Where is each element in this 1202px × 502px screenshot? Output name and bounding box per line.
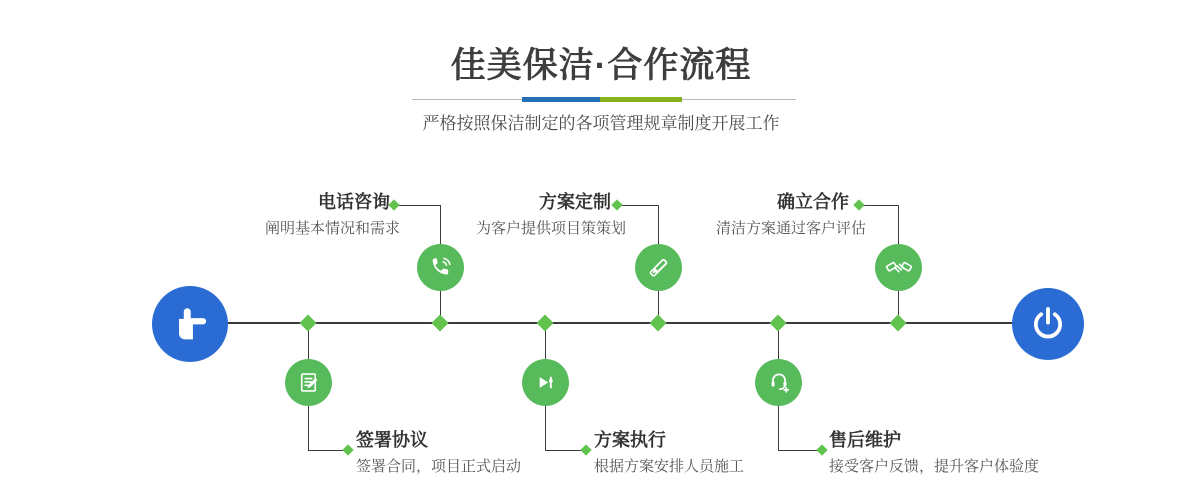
step-node-aftersale: [755, 359, 802, 406]
step-label-aftersale: [829, 429, 1039, 476]
step-desc: 签署合同，项目正式启动: [356, 458, 522, 475]
timeline-diamond: [890, 315, 907, 332]
step-title: 方案执行: [594, 430, 666, 450]
step-title: 签署协议: [356, 430, 428, 450]
step-node-contract: [285, 359, 332, 406]
timeline-diamond: [650, 315, 667, 332]
play-execute-icon: [532, 369, 559, 396]
step-label-phone: [265, 191, 400, 238]
step-label-cooperation: [716, 191, 866, 238]
title-divider: [412, 97, 796, 102]
step-desc: 接受客户反馈，提升客户体验度: [829, 458, 1040, 475]
connector-line: [394, 205, 440, 206]
timeline-diamond: [300, 315, 317, 332]
contract-sign-icon: [295, 369, 322, 396]
step-title: 电话咨询: [318, 192, 390, 212]
power-icon: [1028, 304, 1068, 344]
step-node-phone: [417, 244, 464, 291]
step-title: 确立合作: [777, 192, 849, 212]
page-title: 佳美保洁·合作流程: [450, 46, 752, 85]
step-desc: 根据方案安排人员施工: [594, 458, 745, 475]
divider-green-segment: [600, 97, 682, 102]
headset-service-icon: [765, 369, 793, 397]
step-node-design: [635, 244, 682, 291]
step-label-contract: [356, 429, 521, 476]
label-diamond: [816, 444, 827, 455]
connector-line: [778, 450, 820, 451]
step-desc: 为客户提供项目策策划: [475, 220, 626, 237]
step-node-cooperation: [875, 244, 922, 291]
step-desc: 清洁方案通过客户评估: [715, 220, 866, 237]
pointing-hand-icon: [168, 302, 212, 346]
step-title: 方案定制: [539, 192, 611, 212]
handshake-icon: [885, 254, 913, 282]
design-tools-icon: [645, 254, 672, 281]
timeline: [190, 322, 1048, 324]
step-desc: 阐明基本情况和需求: [264, 220, 400, 237]
connector-line: [545, 450, 584, 451]
label-diamond: [580, 444, 591, 455]
connector-line: [308, 450, 346, 451]
divider-blue-segment: [522, 97, 600, 102]
timeline-diamond: [537, 315, 554, 332]
flow-start-node: [152, 286, 228, 362]
step-node-execute: [522, 359, 569, 406]
flow-end-node: [1012, 288, 1084, 360]
step-label-design: [476, 191, 626, 238]
page-subtitle: 严格按照保洁制定的各项管理规章制度开展工作: [422, 114, 780, 133]
label-diamond: [342, 444, 353, 455]
step-label-execute: [594, 429, 744, 476]
step-title: 售后维护: [829, 430, 901, 450]
phone-call-icon: [427, 254, 454, 281]
timeline-diamond: [432, 315, 449, 332]
timeline-diamond: [770, 315, 787, 332]
